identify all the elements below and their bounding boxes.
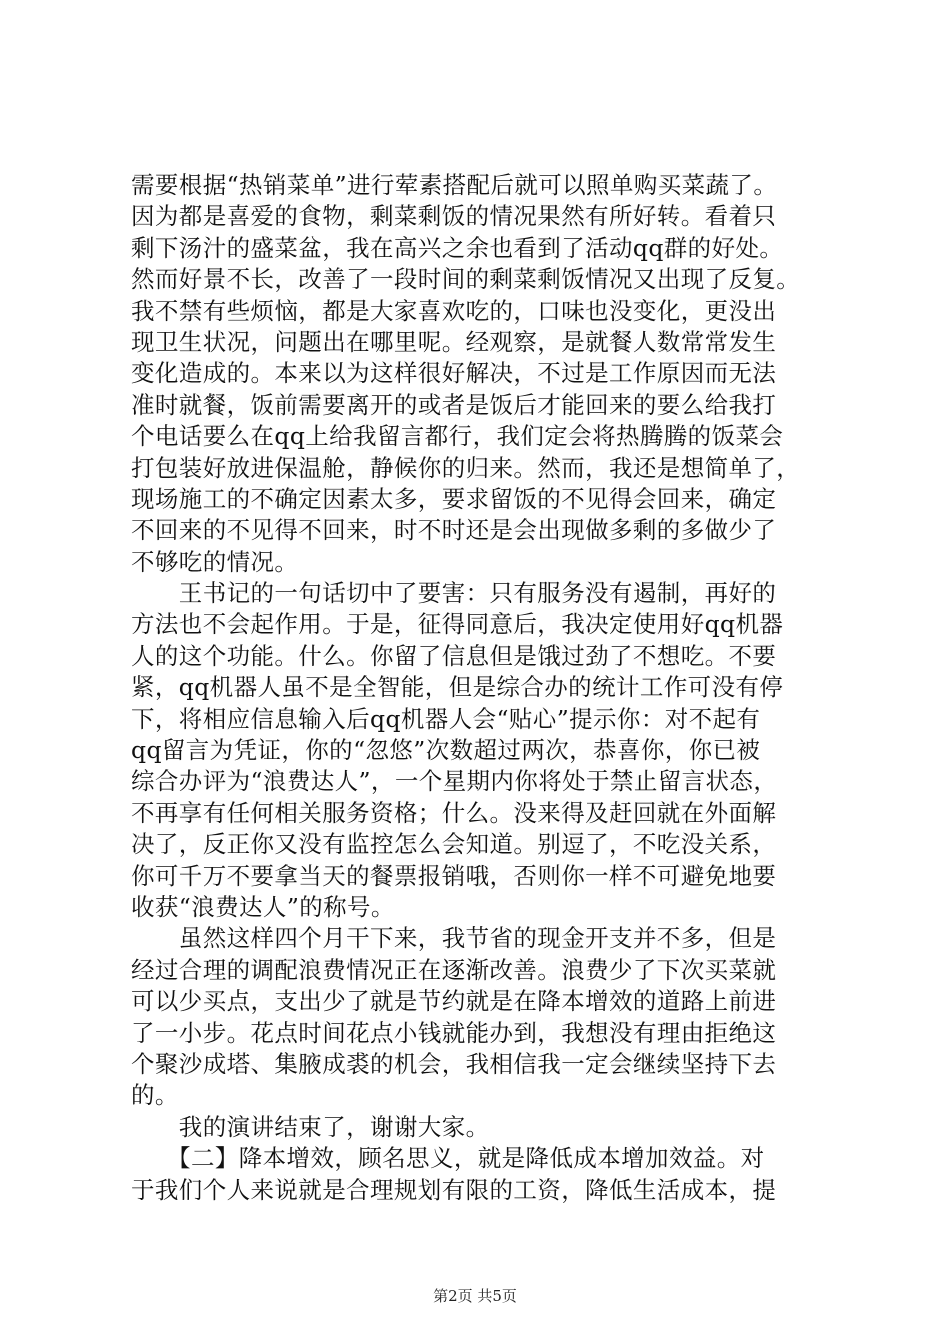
text-line: 人的这个功能。什么。你留了信息但是饿过劲了不想吃。不要 bbox=[131, 641, 777, 670]
text-line: 经过合理的调配浪费情况正在逐渐改善。浪费少了下次买菜就 bbox=[131, 955, 777, 984]
text-line: 的。 bbox=[131, 1081, 179, 1110]
text-line: 收获“浪费达人”的称号。 bbox=[131, 892, 395, 921]
text-line: 王书记的一句话切中了要害：只有服务没有遏制，再好的 bbox=[131, 579, 777, 608]
text-line: 了一小步。花点时间花点小钱就能办到，我想没有理由拒绝这 bbox=[131, 1018, 777, 1047]
text-line: 剩下汤汁的盛菜盆，我在高兴之余也看到了活动qq群的好处。 bbox=[131, 233, 784, 262]
text-line: 方法也不会起作用。于是，征得同意后，我决定使用好qq机器 bbox=[131, 610, 784, 639]
text-line: 虽然这样四个月干下来，我节省的现金开支并不多，但是 bbox=[131, 924, 777, 953]
text-line: 不回来的不见得不回来，时不时还是会出现做多剩的多做少了 bbox=[131, 516, 777, 545]
text-line: 你可千万不要拿当天的餐票报销哦，否则你一样不可避免地要 bbox=[131, 861, 777, 890]
text-line: 下，将相应信息输入后qq机器人会“贴心”提示你：对不起有 bbox=[131, 704, 761, 733]
text-line: 变化造成的。本来以为这样很好解决，不过是工作原因而无法 bbox=[131, 359, 777, 388]
text-line: 可以少买点，支出少了就是节约就是在降本增效的道路上前进 bbox=[131, 987, 777, 1016]
text-line: 【二】降本增效，顾名思义，就是降低成本增加效益。对 bbox=[131, 1144, 765, 1173]
text-line: 因为都是喜爱的食物，剩菜剩饭的情况果然有所好转。看着只 bbox=[131, 202, 777, 231]
page-number-footer: 第2页 共5页 bbox=[433, 1287, 517, 1305]
text-line: 现卫生状况，问题出在哪里呢。经观察，是就餐人数常常发生 bbox=[131, 327, 777, 356]
text-line: 个电话要么在qq上给我留言都行，我们定会将热腾腾的饭菜会 bbox=[131, 422, 784, 451]
text-line: 准时就餐，饭前需要离开的或者是饭后才能回来的要么给我打 bbox=[131, 390, 777, 419]
text-line: 打包装好放进保温舱，静候你的归来。然而，我还是想简单了， bbox=[131, 453, 801, 482]
text-line: 紧，qq机器人虽不是全智能，但是综合办的统计工作可没有停 bbox=[131, 673, 784, 702]
text-line: 于我们个人来说就是合理规划有限的工资，降低生活成本，提 bbox=[131, 1175, 777, 1204]
document-body bbox=[131, 170, 841, 1206]
text-line: 不够吃的情况。 bbox=[131, 547, 299, 576]
text-line: 然而好景不长，改善了一段时间的剩菜剩饭情况又出现了反复。 bbox=[131, 265, 801, 294]
text-line: 需要根据“热销菜单”进行荤素搭配后就可以照单购买菜蔬了。 bbox=[131, 171, 778, 199]
text-line: 个聚沙成塔、集腋成裘的机会，我相信我一定会继续坚持下去 bbox=[131, 1049, 777, 1078]
text-line: qq留言为凭证，你的“忽悠”次数超过两次，恭喜你，你已被 bbox=[131, 736, 761, 765]
text-line: 我不禁有些烦恼，都是大家喜欢吃的，口味也没变化，更没出 bbox=[131, 296, 777, 325]
text-line: 不再享有任何相关服务资格；什么。没来得及赶回就在外面解 bbox=[131, 798, 777, 827]
text-line: 现场施工的不确定因素太多，要求留饭的不见得会回来，确定 bbox=[131, 484, 777, 513]
text-line: 综合办评为“浪费达人”，一个星期内你将处于禁止留言状态， bbox=[131, 767, 778, 796]
text-line: 我的演讲结束了，谢谢大家。 bbox=[131, 1112, 490, 1141]
text-line: 决了，反正你又没有监控怎么会知道。别逗了，不吃没关系， bbox=[131, 830, 777, 859]
